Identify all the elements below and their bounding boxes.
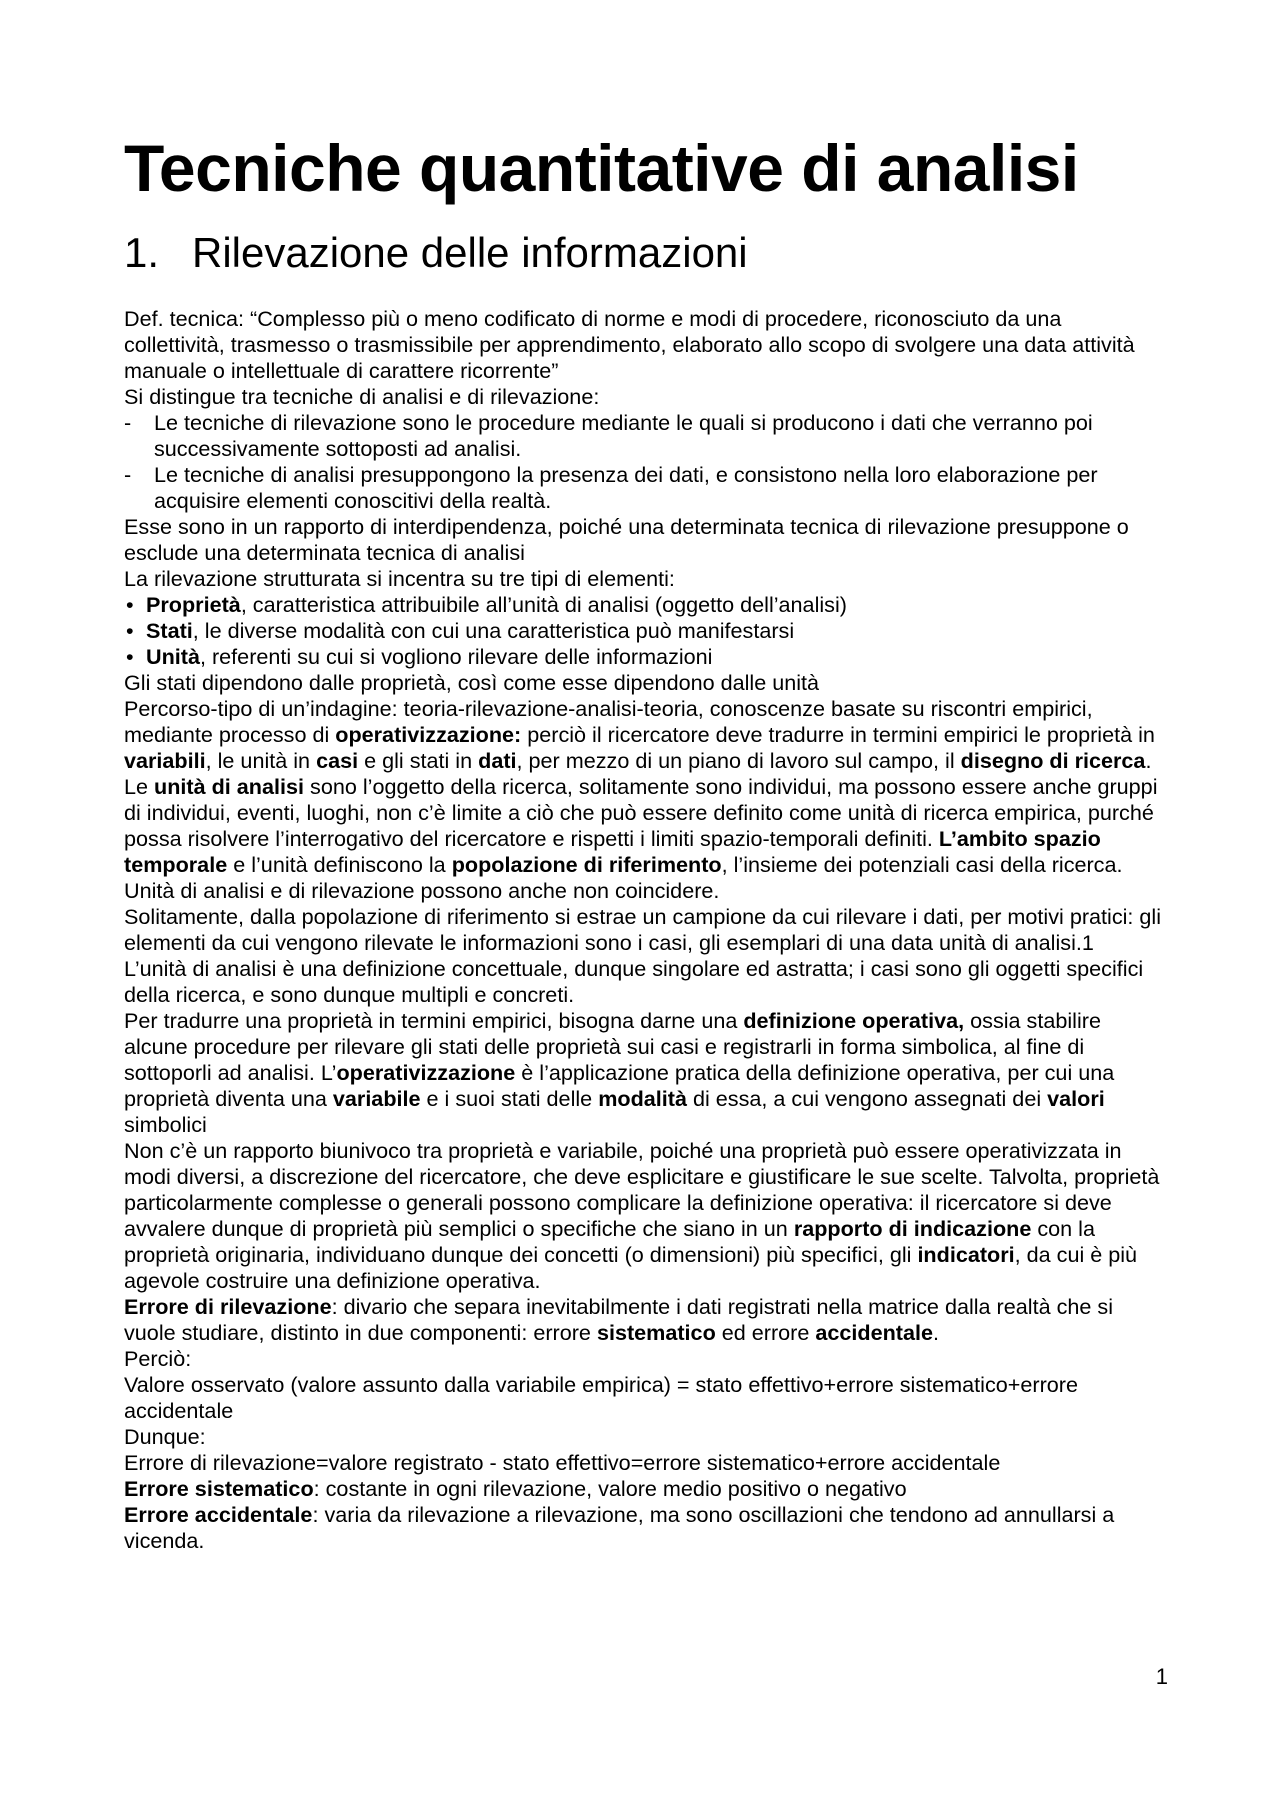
paragraph-operational-definition bbox=[124, 1008, 1164, 1138]
paragraph-interdependence: Esse sono in un rapporto di interdipendenza, poiché una determinata tecnica di rilevazione presuppone o esclude una determinata tecnica di analisi bbox=[124, 514, 1129, 565]
paragraph-coincide: Unità di analisi e di rilevazione possono anche non coincidere. bbox=[124, 878, 720, 903]
text-run: di essa, a cui vengono assegnati dei bbox=[686, 1086, 1048, 1111]
paragraph-systematic-error bbox=[124, 1476, 1164, 1502]
text-run: perciò il ricercatore deve tradurre in termini empirici le proprietà in bbox=[521, 722, 1155, 747]
paragraph-measurement-error bbox=[124, 1294, 1164, 1346]
bullet-list-item bbox=[124, 644, 1164, 670]
text-run: : costante in ogni rilevazione, valore medio positivo o negativo bbox=[313, 1476, 907, 1501]
text-run: : divario che separa inevitabilmente i dati registrati nella matrice dalla realtà che si vuole studiare, distinto in due componenti: errore bbox=[124, 1294, 1113, 1345]
text-run: : varia da rilevazione a rilevazione, ma sono oscillazioni che tendono ad annullarsi a vicenda. bbox=[124, 1502, 1115, 1553]
bold-term: unità di analisi bbox=[154, 774, 305, 799]
bold-term: disegno di ricerca bbox=[960, 748, 1146, 773]
text-run: è l’applicazione pratica della definizione operativa, per cui una proprietà diventa una bbox=[124, 1060, 1115, 1111]
text-run: . bbox=[933, 1320, 940, 1345]
text-run: Le bbox=[124, 774, 155, 799]
text-run: , l’insieme dei potenziali casi della ricerca. bbox=[721, 852, 1123, 877]
paragraph-indicators bbox=[124, 1138, 1164, 1294]
paragraph-dependency: Gli stati dipendono dalle proprietà, così come esse dipendono dalle unità bbox=[124, 670, 820, 695]
bullet-item-text: , referenti su cui si vogliono rilevare delle informazioni bbox=[199, 644, 713, 669]
bold-term: Errore di rilevazione bbox=[124, 1294, 332, 1319]
dash-list-item bbox=[124, 462, 1164, 514]
text-run: Percorso-tipo di un’indagine: teoria-rilevazione-analisi-teoria, conoscenze basate su riscontri empirici, mediante processo di bbox=[124, 696, 1093, 747]
page-content bbox=[124, 128, 1164, 1554]
paragraph-research-path bbox=[124, 696, 1164, 774]
bullet-list-item bbox=[124, 592, 1164, 618]
text-run: e gli stati in bbox=[358, 748, 479, 773]
bold-term: L’ambito spazio temporale bbox=[124, 826, 1101, 877]
text-run: sono l’oggetto della ricerca, solitamente sono individui, ma possono essere anche gruppi di individui, eventi, luoghi, non c’è limite a ciò che può essere definito come unità di ricerca empirica, purché possa risolvere l’interrogativo del ricercatore e rispetti i limiti spazio-temporali definiti. bbox=[124, 774, 1158, 851]
page-number: 1 bbox=[1155, 1664, 1168, 1689]
section-heading bbox=[124, 226, 1164, 280]
bold-term: modalità bbox=[598, 1086, 687, 1111]
dash-item-text: Le tecniche di rilevazione sono le procedure mediante le quali si producono i dati che verranno poi successivamente sottoposti ad analisi. bbox=[154, 410, 1093, 461]
text-run: simbolici bbox=[124, 1112, 207, 1137]
bold-term: dati bbox=[478, 748, 517, 773]
bullet-marker: • bbox=[126, 592, 134, 617]
bold-term: Proprietà bbox=[146, 592, 241, 617]
paragraph-therefore: Perciò: bbox=[124, 1346, 192, 1371]
paragraph-error-formula: Errore di rilevazione=valore registrato - stato effettivo=errore sistematico+errore accidentale bbox=[124, 1450, 1001, 1475]
bullet-marker: • bbox=[126, 618, 134, 643]
bullet-item-text: , le diverse modalità con cui una caratteristica può manifestarsi bbox=[192, 618, 795, 643]
bold-term: indicatori bbox=[917, 1242, 1015, 1267]
text-run: , da cui è più agevole costruire una definizione operativa. bbox=[124, 1242, 1138, 1293]
bold-term: operativizzazione: bbox=[335, 722, 522, 747]
bold-term: operativizzazione bbox=[336, 1060, 516, 1085]
text-run: ed errore bbox=[715, 1320, 816, 1345]
paragraph-random-error bbox=[124, 1502, 1164, 1554]
bold-term: Errore sistematico bbox=[124, 1476, 314, 1501]
dash-list-item bbox=[124, 410, 1164, 462]
bold-term: rapporto di indicazione bbox=[793, 1216, 1032, 1241]
dash-item-text: Le tecniche di analisi presuppongono la presenza dei dati, e consistono nella loro elaborazione per acquisire elementi conoscitivi della realtà. bbox=[154, 462, 1098, 513]
bold-term: variabili bbox=[124, 748, 206, 773]
bold-term: Errore accidentale bbox=[124, 1502, 313, 1527]
bold-term: popolazione di riferimento bbox=[451, 852, 722, 877]
dash-marker: - bbox=[124, 462, 132, 487]
bold-term: sistematico bbox=[596, 1320, 716, 1345]
text-run: e i suoi stati delle bbox=[420, 1086, 599, 1111]
paragraph-units-of-analysis bbox=[124, 774, 1164, 878]
bold-term: accidentale bbox=[815, 1320, 934, 1345]
text-run: Non c’è un rapporto biunivoco tra proprietà e variabile, poiché una proprietà può essere operativizzata in modi diversi, a discrezione del ricercatore, che deve esplicitare e giustificare le sue scelte. Talvolta, proprietà particolarmente complesse o generali possono complicare la definizione operativa: il ricercatore si deve avvalere dunque di proprietà più semplici o specifiche che siano in un bbox=[124, 1138, 1160, 1241]
bullet-item-text: , caratteristica attribuibile all’unità di analisi (oggetto dell’analisi) bbox=[240, 592, 847, 617]
paragraph-conceptual: L’unità di analisi è una definizione concettuale, dunque singolare ed astratta; i casi sono gli oggetti specifici della ricerca, e sono dunque multipli e concreti. bbox=[124, 956, 1144, 1007]
bold-term: Stati bbox=[146, 618, 193, 643]
paragraph-distinction: Si distingue tra tecniche di analisi e di rilevazione: bbox=[124, 384, 600, 409]
body-text bbox=[124, 306, 1164, 1554]
text-run: Per tradurre una proprietà in termini empirici, bisogna darne una bbox=[124, 1008, 744, 1033]
paragraph-structured-survey: La rilevazione strutturata si incentra su tre tipi di elementi: bbox=[124, 566, 675, 591]
text-run: , per mezzo di un piano di lavoro sul campo, il bbox=[516, 748, 961, 773]
dash-marker: - bbox=[124, 410, 132, 435]
bold-term: valori bbox=[1047, 1086, 1105, 1111]
paragraph-sample: Solitamente, dalla popolazione di riferimento si estrae un campione da cui rilevare i dati, per motivi pratici: gli elementi da cui vengono rilevate le informazioni sono i casi, gli esemplari di una data unità di analisi.1 bbox=[124, 904, 1162, 955]
text-run: , le unità in bbox=[205, 748, 317, 773]
paragraph-observed-value: Valore osservato (valore assunto dalla variabile empirica) = stato effettivo+errore sistematico+errore accidentale bbox=[124, 1372, 1078, 1423]
section-title: Rilevazione delle informazioni bbox=[192, 229, 748, 276]
definition-paragraph: Def. tecnica: “Complesso più o meno codificato di norme e modi di procedere, riconosciuto da una collettività, trasmesso o trasmissibile per apprendimento, elaborato allo scopo di svolgere una data attività manuale o intellettuale di carattere ricorrente” bbox=[124, 306, 1135, 383]
paragraph-thus: Dunque: bbox=[124, 1424, 206, 1449]
bold-term: definizione operativa, bbox=[743, 1008, 965, 1033]
text-run: ossia stabilire alcune procedure per rilevare gli stati delle proprietà sui casi e registrarli in forma simbolica, al fine di sottoporli ad analisi. L’ bbox=[124, 1008, 1101, 1085]
text-run: e l’unità definiscono la bbox=[227, 852, 452, 877]
bold-term: Unità bbox=[146, 644, 200, 669]
text-run: con la proprietà originaria, individuano dunque dei concetti (o dimensioni) più specifici, gli bbox=[124, 1216, 1095, 1267]
bold-term: variabile bbox=[332, 1086, 421, 1111]
bullet-marker: • bbox=[126, 644, 134, 669]
bold-term: casi bbox=[316, 748, 359, 773]
text-run: . bbox=[1145, 748, 1152, 773]
bullet-list-item bbox=[124, 618, 1164, 644]
section-number: 1. bbox=[124, 229, 160, 276]
document-title: Tecniche quantitative di analisi bbox=[124, 131, 1079, 205]
